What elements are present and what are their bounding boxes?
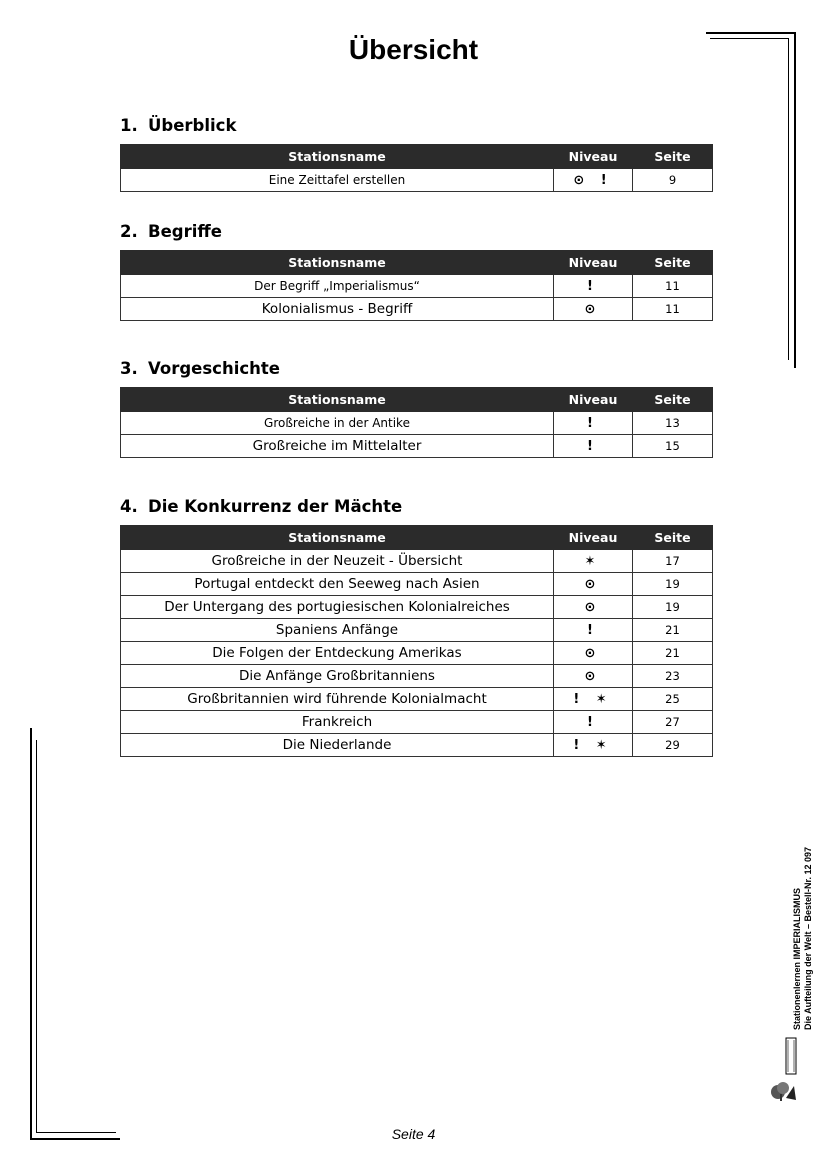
station-niveau: ⊙ xyxy=(554,642,633,665)
publisher-logo-icon xyxy=(768,1036,800,1102)
station-table xyxy=(120,144,713,192)
station-table xyxy=(120,525,713,757)
station-page: 21 xyxy=(633,619,713,642)
corner-rule-bottom-v2 xyxy=(36,740,37,1133)
table-row xyxy=(121,550,713,573)
station-page: 17 xyxy=(633,550,713,573)
station-niveau: ! xyxy=(554,711,633,734)
page-footer: Seite 4 xyxy=(391,1126,436,1142)
station-page: 27 xyxy=(633,711,713,734)
station-page: 25 xyxy=(633,688,713,711)
station-name: Die Anfänge Großbritanniens xyxy=(121,665,554,688)
station-name: Großreiche in der Antike xyxy=(121,412,554,435)
page-title: Übersicht xyxy=(348,34,479,65)
column-header-niveau: Niveau xyxy=(554,388,633,412)
station-niveau: ⊙ ! xyxy=(554,169,633,192)
station-page: 19 xyxy=(633,596,713,619)
station-niveau: ⊙ xyxy=(554,298,633,321)
table-row xyxy=(121,688,713,711)
station-name: Großbritannien wird führende Kolonialmacht xyxy=(121,688,554,711)
column-header-seite: Seite xyxy=(633,526,713,550)
station-page: 29 xyxy=(633,734,713,757)
station-page: 13 xyxy=(633,412,713,435)
column-header-name: Stationsname xyxy=(121,145,554,169)
station-niveau: ✶ xyxy=(554,550,633,573)
table-row xyxy=(121,711,713,734)
station-niveau: ⊙ xyxy=(554,665,633,688)
station-page: 23 xyxy=(633,665,713,688)
station-name: Spaniens Anfänge xyxy=(121,619,554,642)
column-header-name: Stationsname xyxy=(121,526,554,550)
station-niveau: ⊙ xyxy=(554,573,633,596)
station-niveau: ! xyxy=(554,275,633,298)
station-niveau: ! ✶ xyxy=(554,688,633,711)
table-row xyxy=(121,298,713,321)
table-row xyxy=(121,665,713,688)
table-row xyxy=(121,412,713,435)
table-row xyxy=(121,573,713,596)
station-niveau: ! ✶ xyxy=(554,734,633,757)
column-header-seite: Seite xyxy=(633,145,713,169)
station-niveau: ! xyxy=(554,619,633,642)
corner-rule-top-v xyxy=(794,32,796,368)
column-header-niveau: Niveau xyxy=(554,526,633,550)
table-row xyxy=(121,734,713,757)
table-row xyxy=(121,169,713,192)
table-row xyxy=(121,642,713,665)
corner-rule-top-v2 xyxy=(788,38,789,360)
station-table xyxy=(120,250,713,321)
table-row xyxy=(121,619,713,642)
station-page: 21 xyxy=(633,642,713,665)
table-row xyxy=(121,435,713,458)
station-name: Die Niederlande xyxy=(121,734,554,757)
section-heading: 4. Die Konkurrenz der Mächte xyxy=(120,497,403,516)
column-header-niveau: Niveau xyxy=(554,145,633,169)
station-name: Frankreich xyxy=(121,711,554,734)
station-name: Großreiche in der Neuzeit - Übersicht xyxy=(121,550,554,573)
station-name: Eine Zeittafel erstellen xyxy=(121,169,554,192)
station-niveau: ⊙ xyxy=(554,596,633,619)
station-page: 11 xyxy=(633,275,713,298)
section-heading: 1. Überblick xyxy=(120,116,237,135)
column-header-name: Stationsname xyxy=(121,251,554,275)
table-header-row xyxy=(121,526,713,550)
station-page: 9 xyxy=(633,169,713,192)
station-niveau: ! xyxy=(554,435,633,458)
station-name: Großreiche im Mittelalter xyxy=(121,435,554,458)
station-page: 19 xyxy=(633,573,713,596)
station-table xyxy=(120,387,713,458)
station-name: Der Begriff „Imperialismus“ xyxy=(121,275,554,298)
station-name: Kolonialismus - Begriff xyxy=(121,298,554,321)
section-heading: 3. Vorgeschichte xyxy=(120,359,280,378)
station-page: 11 xyxy=(633,298,713,321)
table-row xyxy=(121,596,713,619)
corner-rule-bottom-v xyxy=(30,728,32,1139)
column-header-name: Stationsname xyxy=(121,388,554,412)
publisher-side-text: Stationenlernen IMPERIALISMUS Die Aufteilung der Welt – Bestell-Nr. 12 097 xyxy=(792,846,813,1030)
station-name: Die Folgen der Entdeckung Amerikas xyxy=(121,642,554,665)
table-row xyxy=(121,275,713,298)
table-header-row xyxy=(121,251,713,275)
table-header-row xyxy=(121,145,713,169)
station-page: 15 xyxy=(633,435,713,458)
column-header-niveau: Niveau xyxy=(554,251,633,275)
column-header-seite: Seite xyxy=(633,388,713,412)
station-name: Der Untergang des portugiesischen Kolonialreiches xyxy=(121,596,554,619)
column-header-seite: Seite xyxy=(633,251,713,275)
station-niveau: ! xyxy=(554,412,633,435)
table-header-row xyxy=(121,388,713,412)
station-name: Portugal entdeckt den Seeweg nach Asien xyxy=(121,573,554,596)
section-heading: 2. Begriffe xyxy=(120,222,222,241)
